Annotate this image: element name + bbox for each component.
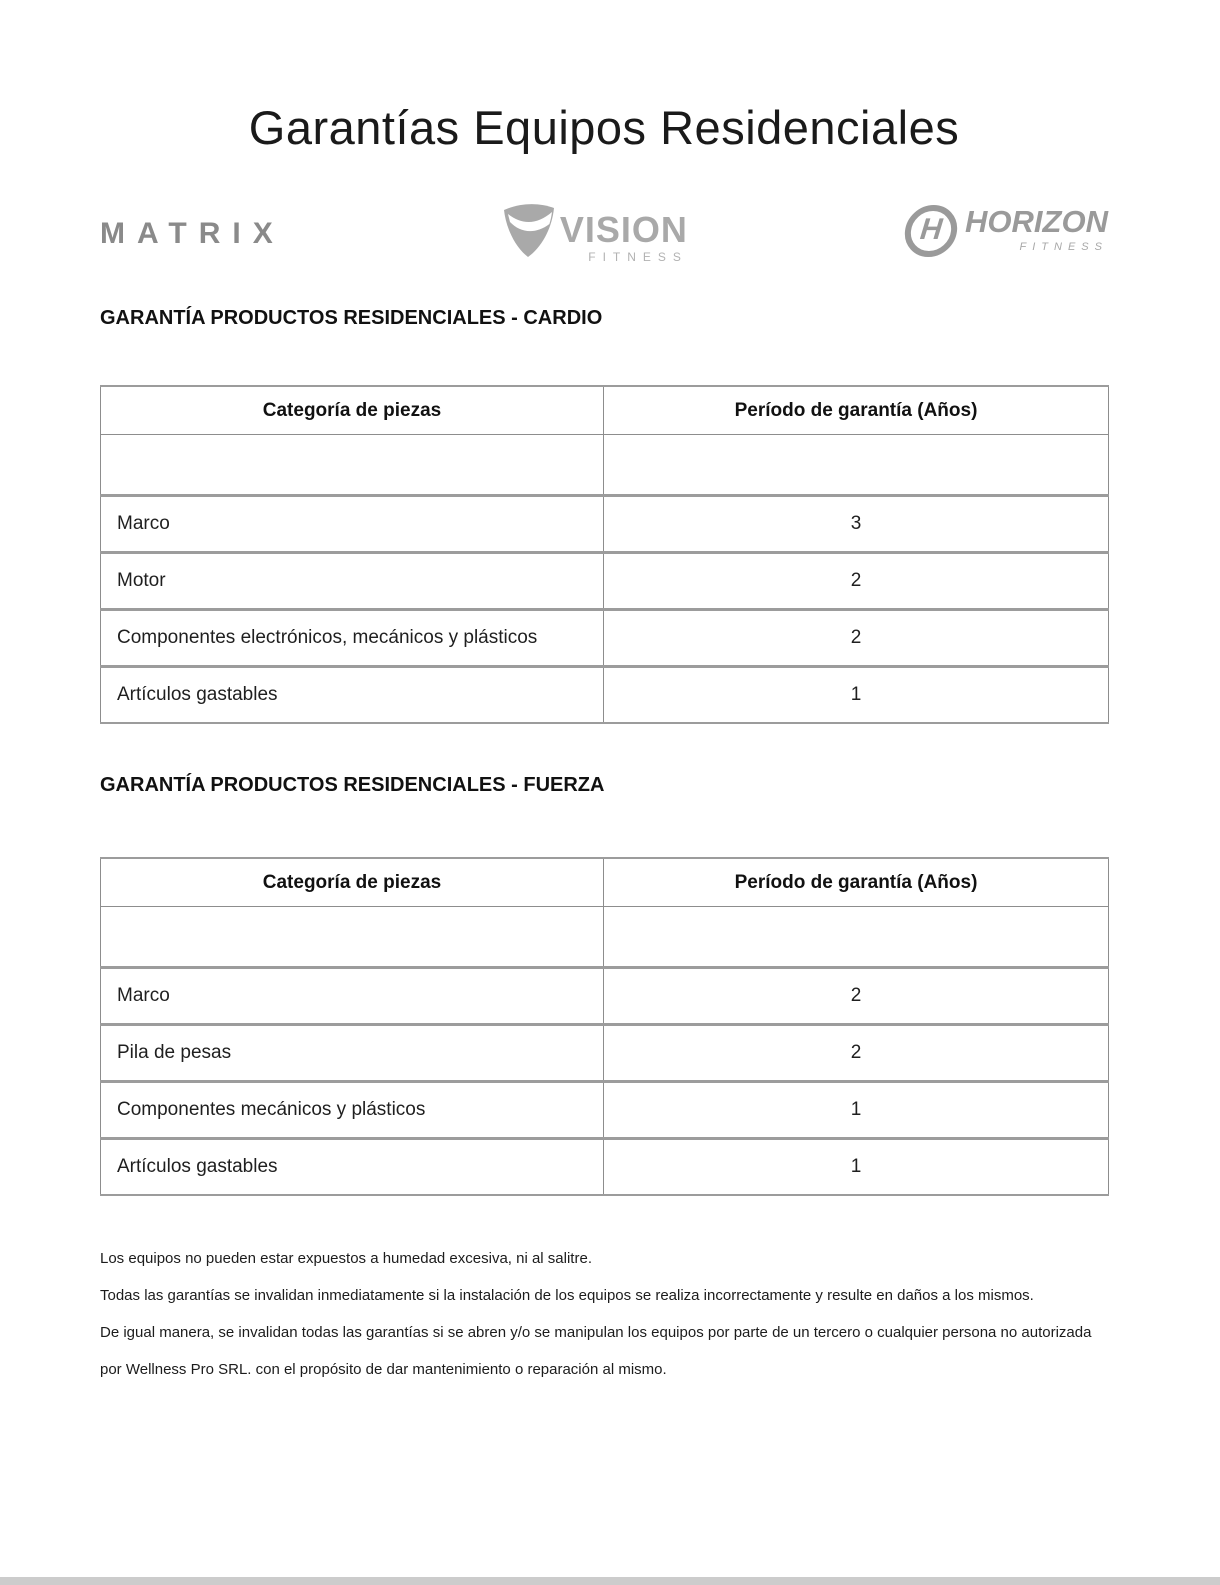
column-header-period: Período de garantía (Años) bbox=[604, 858, 1109, 907]
column-header-period: Período de garantía (Años) bbox=[604, 386, 1109, 435]
warranty-table-cardio bbox=[100, 385, 1109, 724]
matrix-logo bbox=[100, 201, 285, 251]
table-row bbox=[101, 1025, 1109, 1082]
section-heading-cardio: GARANTÍA PRODUCTOS RESIDENCIALES - CARDIO bbox=[100, 307, 603, 329]
cell-category bbox=[101, 435, 604, 496]
column-header-category: Categoría de piezas bbox=[101, 858, 604, 907]
column-header-category: Categoría de piezas bbox=[101, 386, 604, 435]
table-row bbox=[101, 435, 1109, 496]
cell-category bbox=[101, 907, 604, 968]
matrix-wordmark: MATRIX bbox=[100, 217, 285, 250]
horizon-text-block bbox=[965, 204, 1108, 253]
note-humidity: Los equipos no pueden estar expuestos a humedad excesiva, ni al salitre. bbox=[100, 1250, 592, 1267]
table-row bbox=[101, 667, 1109, 724]
cell-category: Marco bbox=[101, 496, 604, 553]
cell-period: 1 bbox=[604, 1139, 1109, 1196]
cell-period bbox=[604, 435, 1109, 496]
warranty-table-fuerza bbox=[100, 857, 1109, 1196]
cell-period: 2 bbox=[604, 553, 1109, 610]
vision-fitness-label: FITNESS bbox=[588, 250, 688, 264]
cell-category: Componentes mecánicos y plásticos bbox=[101, 1082, 604, 1139]
cell-period: 2 bbox=[604, 610, 1109, 667]
table-row bbox=[101, 610, 1109, 667]
cell-category: Motor bbox=[101, 553, 604, 610]
page-bottom-edge bbox=[0, 1577, 1220, 1585]
note-tampering: De igual manera, se invalidan todas las garantías si se abren y/o se manipulan los equipos por parte de un tercero o cualquier persona no autorizada por Wellness Pro SRL. con el propósito de dar mantenimiento o reparación al mismo. bbox=[100, 1324, 1092, 1378]
horizon-wordmark: HORIZON bbox=[965, 204, 1108, 239]
vision-text-block bbox=[559, 209, 688, 264]
cell-period: 2 bbox=[604, 968, 1109, 1025]
note-installation: Todas las garantías se invalidan inmediatamente si la instalación de los equipos se realiza incorrectamente y resulte en daños a los mismos. bbox=[100, 1287, 1034, 1304]
table-row bbox=[101, 1082, 1109, 1139]
cell-period: 2 bbox=[604, 1025, 1109, 1082]
table-header-row bbox=[101, 386, 1109, 435]
table-header-row bbox=[101, 858, 1109, 907]
table-row bbox=[101, 968, 1109, 1025]
cell-category: Pila de pesas bbox=[101, 1025, 604, 1082]
cell-category: Componentes electrónicos, mecánicos y plásticos bbox=[101, 610, 604, 667]
document-page bbox=[100, 0, 1108, 1388]
table-row bbox=[101, 1139, 1109, 1196]
horizon-logo bbox=[905, 205, 1108, 257]
table-row bbox=[101, 553, 1109, 610]
table-row bbox=[101, 907, 1109, 968]
cell-category: Marco bbox=[101, 968, 604, 1025]
table-row bbox=[101, 496, 1109, 553]
vision-shield-icon bbox=[502, 201, 556, 264]
cell-period: 3 bbox=[604, 496, 1109, 553]
horizon-fitness-label: FITNESS bbox=[1019, 241, 1108, 253]
vision-logo bbox=[502, 201, 688, 264]
cell-period: 1 bbox=[604, 667, 1109, 724]
brand-logos-row bbox=[100, 201, 1108, 271]
footer-notes bbox=[100, 1240, 1110, 1388]
cell-category: Artículos gastables bbox=[101, 1139, 604, 1196]
cell-period bbox=[604, 907, 1109, 968]
horizon-h-icon: H bbox=[902, 205, 959, 257]
page-title: Garantías Equipos Residenciales bbox=[248, 101, 960, 154]
section-heading-fuerza: GARANTÍA PRODUCTOS RESIDENCIALES - FUERZA bbox=[100, 774, 605, 796]
cell-category: Artículos gastables bbox=[101, 667, 604, 724]
cell-period: 1 bbox=[604, 1082, 1109, 1139]
vision-wordmark: VISION bbox=[559, 209, 688, 250]
